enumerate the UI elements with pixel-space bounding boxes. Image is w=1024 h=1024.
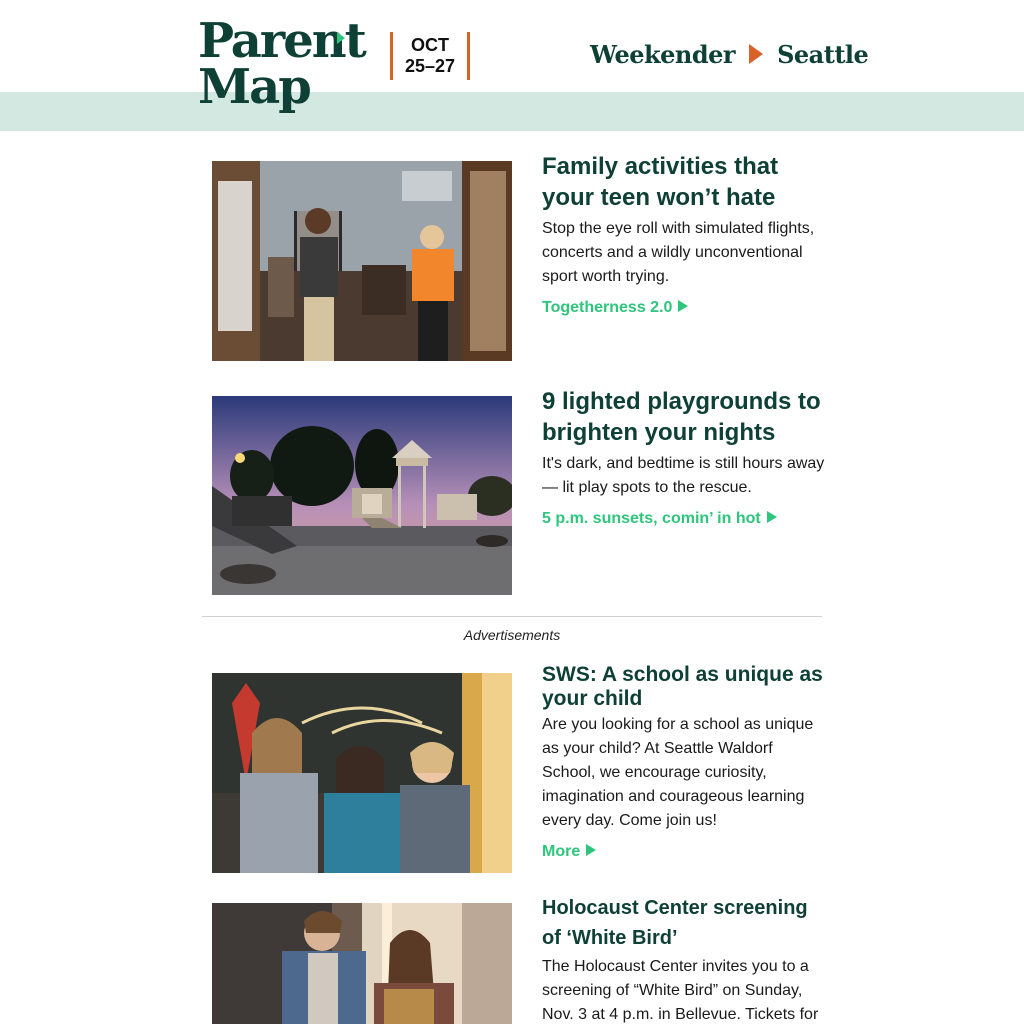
play-arrow-icon	[749, 44, 763, 64]
logo-line-map: Map	[198, 59, 310, 115]
ad-link-label: More	[542, 843, 581, 860]
ad-blurb: Are you looking for a school as unique as your child? At Seattle Waldorf School, we encourage curiosity, imagination and courageous learning every day. Come join us!	[542, 716, 814, 829]
ad-image-white-bird[interactable]	[212, 903, 512, 1024]
story-link[interactable]	[542, 299, 688, 317]
ad-link-more[interactable]	[542, 843, 596, 861]
story-teen-activities	[212, 153, 824, 371]
play-arrow-icon	[586, 844, 596, 856]
newsletter-name: Weekender	[590, 39, 736, 69]
ad-holocaust-center	[212, 897, 824, 1024]
story-headline[interactable]: Family activities that your teen won’t hate	[542, 153, 779, 211]
ad-headline[interactable]: Holocaust Center screening of ‘White Bird’	[542, 897, 808, 949]
play-arrow-icon	[678, 300, 688, 312]
header-band	[0, 92, 1024, 131]
story-lighted-playgrounds	[212, 388, 825, 606]
ad-blurb: The Holocaust Center invites you to a screening of “White Bird” on Sunday, Nov. 3 at 4 p.m. in Bellevue. Tickets for	[542, 958, 819, 1023]
story-link-label: 5 p.m. sunsets, comin’ in hot	[542, 510, 761, 527]
date-month: OCT	[411, 35, 449, 55]
newsletter-title	[590, 38, 868, 70]
header	[0, 0, 1024, 92]
logo-line-parent: Parent	[198, 13, 365, 69]
date-range-badge	[390, 32, 470, 80]
story-image-teen-activities[interactable]	[212, 161, 512, 361]
story-link[interactable]	[542, 510, 777, 528]
ads-divider	[202, 616, 822, 617]
ad-seattle-waldorf	[212, 663, 824, 888]
logo-flag-icon	[337, 32, 345, 44]
story-headline[interactable]: 9 lighted playgrounds to brighten your nights	[542, 388, 821, 446]
story-blurb: It's dark, and bedtime is still hours away — lit play spots to the rescue.	[542, 455, 825, 496]
story-image-lighted-playgrounds[interactable]	[212, 396, 512, 595]
ad-image-seattle-waldorf[interactable]	[212, 673, 512, 873]
city-name: Seattle	[777, 39, 869, 69]
play-arrow-icon	[767, 511, 777, 523]
parentmap-logo[interactable]	[198, 13, 365, 122]
ads-label: Advertisements	[463, 627, 561, 643]
story-link-label: Togetherness 2.0	[542, 299, 673, 316]
ad-headline[interactable]: SWS: A school as unique as your child	[542, 663, 823, 710]
story-blurb: Stop the eye roll with simulated flights, concerts and a wildly unconventional sport worth trying.	[542, 220, 815, 285]
date-days: 25–27	[404, 56, 456, 76]
